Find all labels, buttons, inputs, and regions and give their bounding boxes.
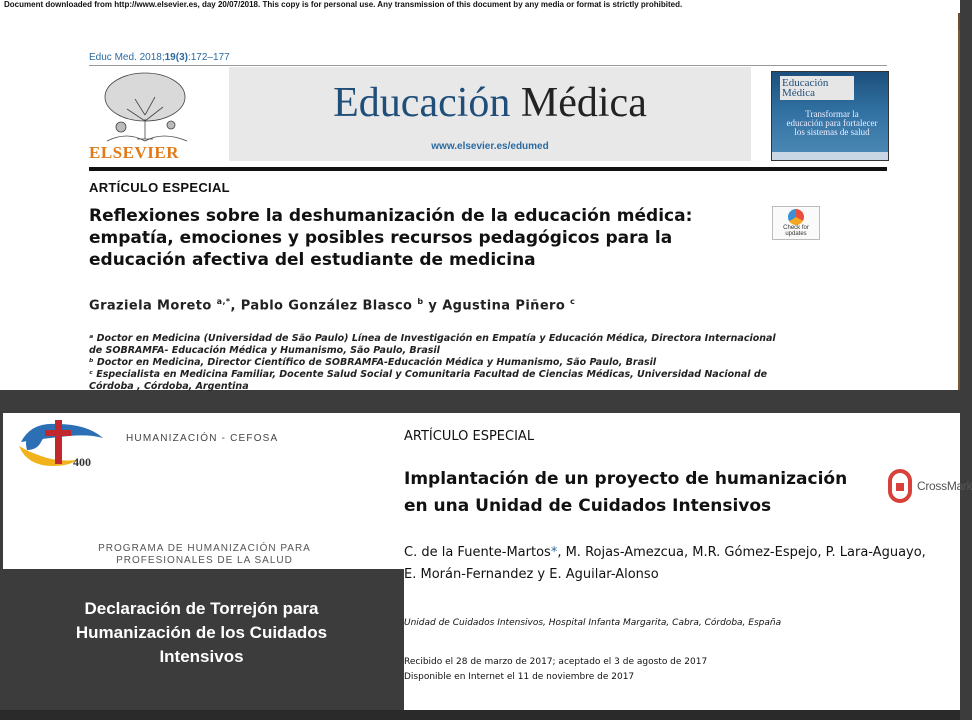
citation-volume: 19(3) — [164, 52, 188, 63]
journal-title — [229, 79, 751, 127]
affiliation-line: Córdoba , Córdoba, Argentina — [89, 381, 249, 392]
elsevier-wordmark: ELSEVIER — [89, 143, 179, 162]
cover-tagline: Transformar la educación para fortalecer los sistemas de salud — [786, 109, 878, 137]
subheading-line: PROGRAMA DE HUMANIZACIÓN PARA — [98, 543, 311, 554]
author-name: Pablo González Blasco — [240, 298, 413, 314]
author-sup: a,* — [216, 297, 231, 306]
humanizacion-cross-logo — [17, 416, 109, 474]
humanizacion-subheading — [3, 543, 406, 567]
authors-rest: , M. Rojas-Amezcua, M.R. Gómez-Espejo, P. Lara-Aguayo, — [557, 545, 926, 560]
download-notice: Document downloaded from http://www.elsevier.es, day 20/07/2018. This copy is for personal use. Any transmission of this document by any media or format is strictly prohibited. — [0, 0, 804, 10]
bottom-strip — [0, 710, 960, 720]
header-divider — [89, 65, 887, 66]
article-page-educacion-medica — [0, 13, 958, 390]
journal-url[interactable]: www.elsevier.es/edumed — [431, 141, 549, 152]
online-date: Disponible en Internet el 11 de noviembre de 2017 — [404, 672, 635, 682]
check-for-updates-badge[interactable] — [772, 206, 820, 240]
journal-banner — [229, 67, 751, 161]
declaration-line: Humanización de los Cuidados — [75, 623, 328, 642]
affiliation-line: ᵃ Doctor en Medicina (Universidad de São Paulo) Línea de Investigación en Empatía y Educación Médica, Directora Internacional — [89, 333, 776, 344]
article-affiliation: Unidad de Cuidados Intensivos, Hospital Infanta Margarita, Cabra, Córdoba, España — [404, 618, 782, 628]
affiliation-line: ᵇ Doctor en Medicina, Director Científico de SOBRAMFA-Educación Médica y Humanismo, São Paulo, Brasil — [89, 357, 657, 368]
affiliation-line: ᶜ Especialista en Medicina Familiar, Docente Salud Social y Comunitaria Facultad de Ciencias Médicas, Universidad Nacional de — [89, 369, 768, 380]
received-date: Recibido el 28 de marzo de 2017; aceptado el 3 de agosto de 2017 — [404, 657, 708, 667]
author-name: Agustina Piñero — [442, 298, 566, 314]
cover-title: Educación Médica — [780, 76, 854, 100]
title-divider — [89, 167, 887, 171]
crossmark-label: CrossMark — [917, 479, 972, 493]
article-authors — [404, 542, 944, 586]
author-sup: b — [417, 297, 424, 306]
logo-number: 400 — [73, 455, 91, 469]
cover-stripe — [772, 152, 888, 160]
affiliations — [89, 333, 879, 393]
crossmark-icon — [888, 469, 912, 503]
crossmark-badge[interactable] — [888, 469, 972, 505]
affiliation-line: de SOBRAMFA- Educación Médica y Humanismo, São Paulo, Brasil — [89, 345, 440, 356]
check-updates-icon — [788, 209, 804, 225]
article-authors: Graziela Moreto $^{a,*}$, Pablo González Blasco $^b$ y Agustina Piñero $^c$ — [89, 297, 576, 314]
author-sup: c — [570, 297, 576, 306]
declaration-caption — [0, 597, 403, 669]
authors-line2: E. Morán-Fernandez y E. Aguilar-Alonso — [404, 567, 659, 582]
humanizacion-panel — [3, 413, 406, 569]
citation-pages: :172–177 — [187, 52, 230, 63]
article-type: ARTÍCULO ESPECIAL — [89, 180, 230, 195]
declaration-line: Declaración de Torrejón para — [84, 599, 319, 618]
article-page-humanizacion-uci — [404, 413, 972, 710]
article-dates — [404, 655, 707, 685]
citation — [89, 52, 230, 63]
humanizacion-heading: HUMANIZACIÓN - CEFOSA — [126, 433, 279, 444]
article-title: Implantación de un proyecto de humanización en una Unidad de Cuidados Intensivos — [404, 469, 848, 516]
journal-cover-thumbnail — [771, 71, 889, 161]
author-first: C. de la Fuente-Martos — [404, 545, 551, 560]
article-title: Reflexiones sobre la deshumanización de la educación médica: empatía, emociones y posibles recursos pedagógicos para la educación afectiva del estudiante de medicina — [89, 206, 693, 270]
journal-title-part1: Educación — [333, 80, 511, 126]
author-name: Graziela Moreto — [89, 298, 212, 314]
citation-prefix: Educ Med. 2018; — [89, 52, 165, 63]
corresponding-star: * — [550, 545, 558, 560]
article-type: ARTÍCULO ESPECIAL — [404, 429, 535, 444]
declaration-line: Intensivos — [159, 647, 244, 666]
journal-title-part2: Médica — [520, 80, 647, 126]
subheading-line: PROFESIONALES DE LA SALUD — [116, 555, 293, 566]
download-notice-bar — [0, 0, 960, 13]
check-updates-label: Check for updates — [783, 225, 809, 237]
